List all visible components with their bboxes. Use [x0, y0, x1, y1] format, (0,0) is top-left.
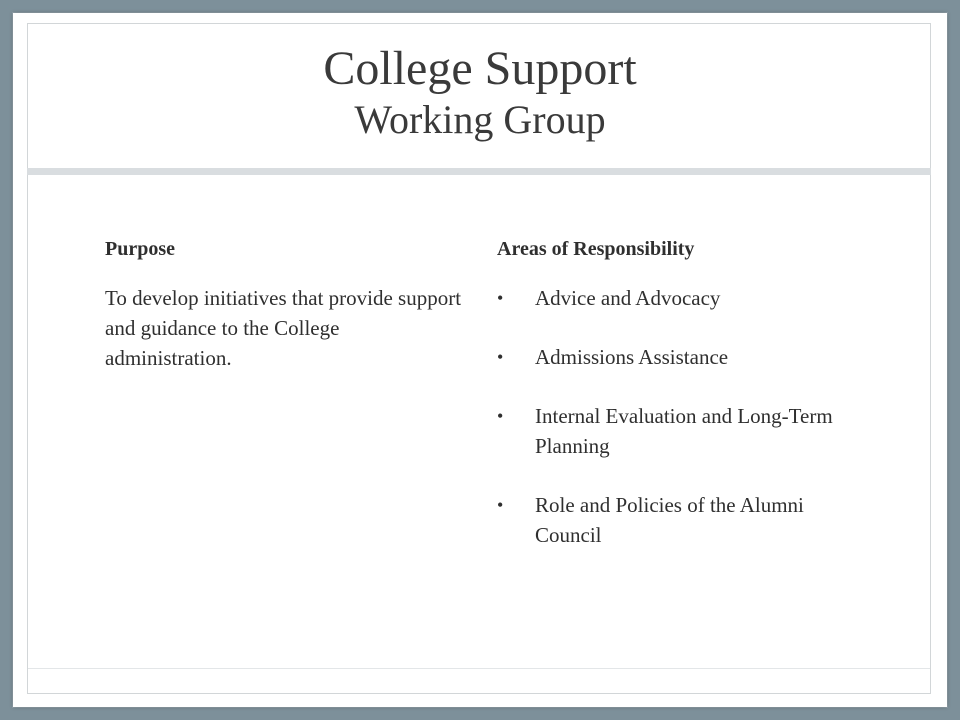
list-item-text: Admissions Assistance: [535, 345, 729, 369]
list-item-text: Role and Policies of the Alumni Council: [535, 493, 804, 547]
footer-divider: [28, 668, 930, 669]
purpose-heading: Purpose: [105, 238, 175, 260]
slide-title: [13, 41, 947, 143]
purpose-text: To develop initiatives that provide support and guidance to the College administration.: [105, 286, 462, 370]
list-item: [497, 490, 857, 550]
bullet-icon: •: [497, 495, 504, 515]
list-item: [497, 283, 857, 313]
list-item-text: Advice and Advocacy: [535, 286, 721, 310]
responsibilities-list: [497, 283, 857, 550]
purpose-column: [105, 237, 465, 373]
responsibilities-heading: Areas of Responsibility: [497, 238, 695, 260]
title-divider: [27, 168, 931, 175]
slide: [13, 13, 947, 707]
list-item: [497, 401, 857, 461]
bullet-icon: •: [497, 347, 504, 367]
title-main: College Support: [323, 42, 637, 95]
bullet-icon: •: [497, 288, 504, 308]
responsibilities-column: [497, 237, 857, 579]
title-subtitle: Working Group: [354, 97, 606, 142]
list-item-text: Internal Evaluation and Long-Term Planning: [535, 404, 833, 458]
bullet-icon: •: [497, 406, 504, 426]
list-item: [497, 342, 857, 372]
